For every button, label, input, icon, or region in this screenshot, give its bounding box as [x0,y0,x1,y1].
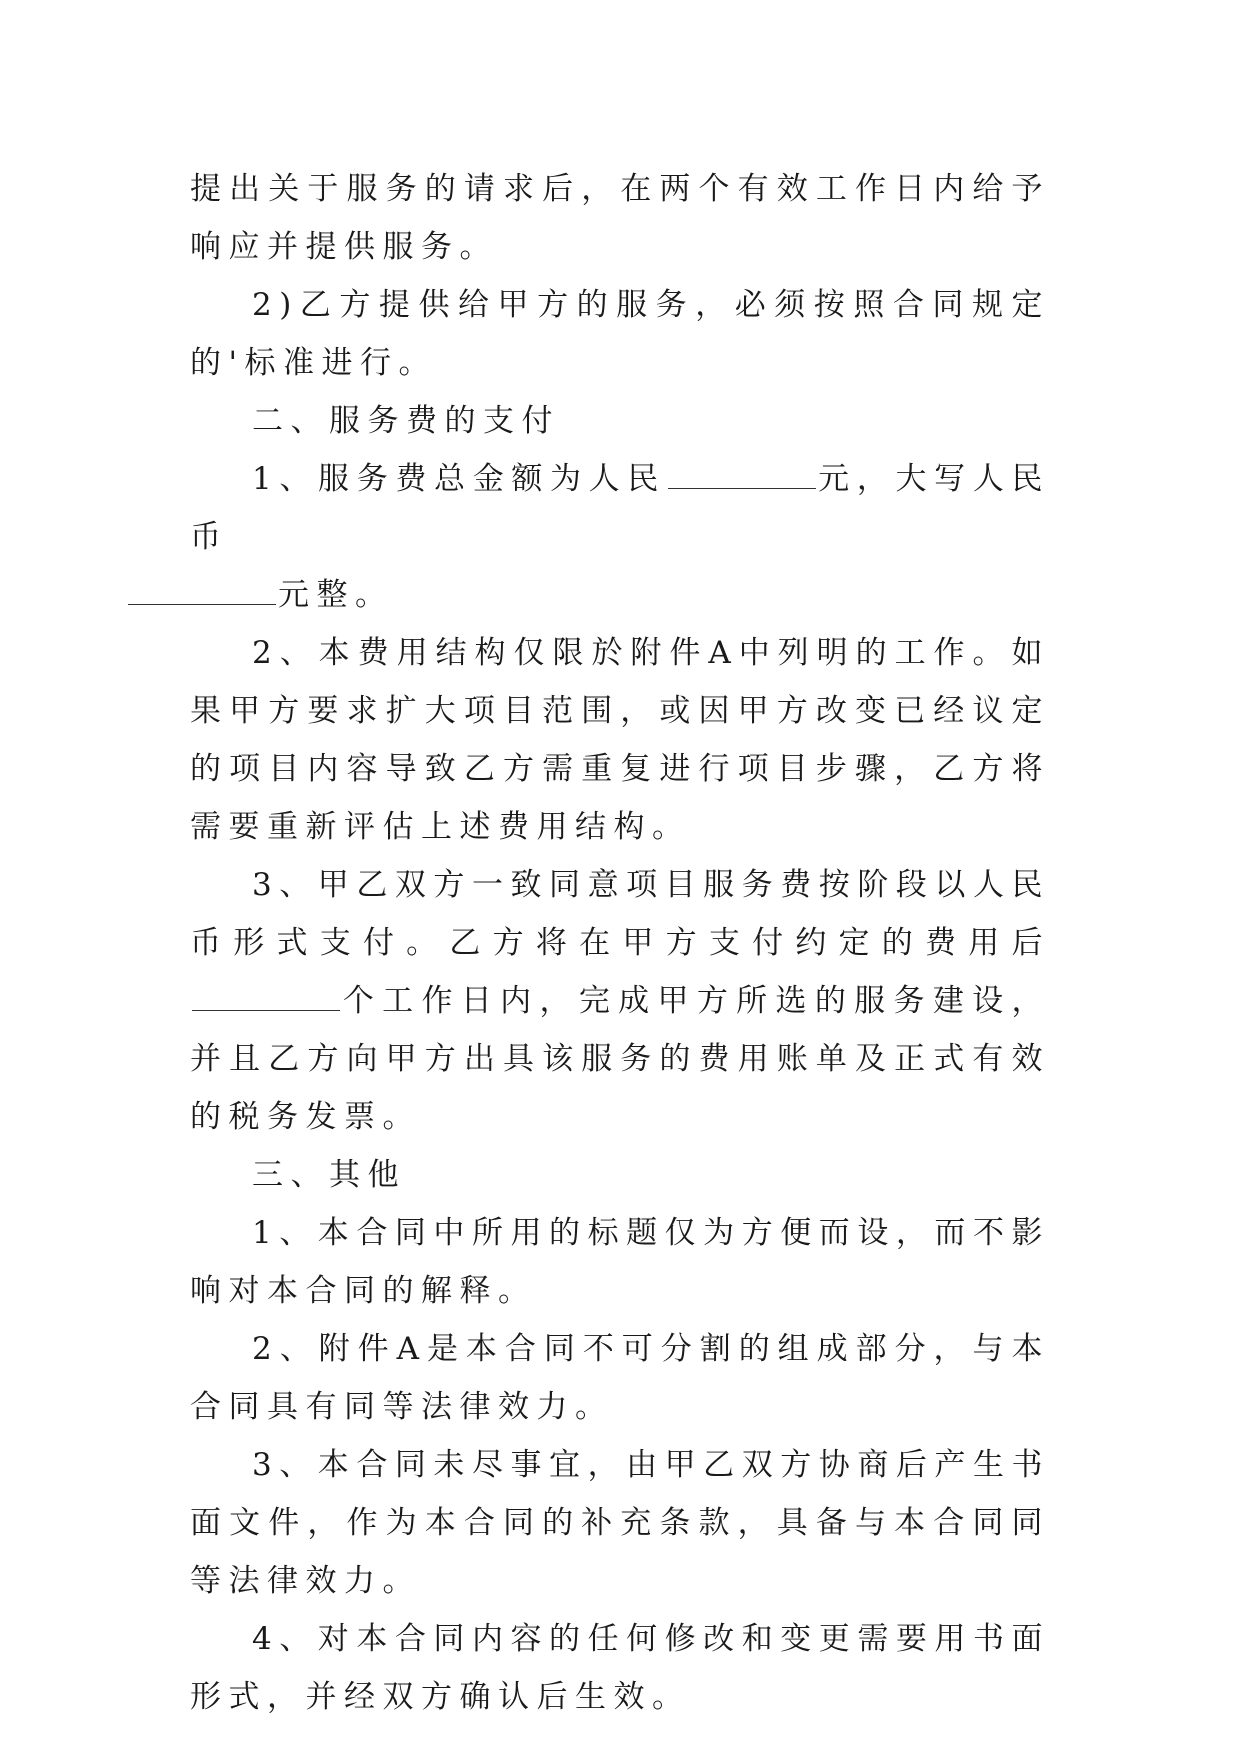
paragraph-fee-structure: 2、本费用结构仅限於附件A中列明的工作。如果甲方要求扩大项目范围，或因甲方改变已经议定的项目内容导致乙方需重复进行项目步骤，乙方将需要重新评估上述费用结构。 [190,635,1050,845]
paragraph-payment-terms [190,856,1050,1146]
fee-amount-blank [668,458,816,489]
payment-terms-part1: 3、甲乙双方一致同意项目服务费按阶段以人民币形式支付。乙方将在甲方支付约定的费用后 [190,867,1050,961]
paragraph-service-standard: 2)乙方提供给甲方的服务，必须按照合同规定的'标准进行。 [190,287,1050,381]
paragraph-titles-clause: 1、本合同中所用的标题仅为方便而设，而不影响对本合同的解释。 [190,1215,1050,1309]
paragraph-supplement-clause: 3、本合同未尽事宜，由甲乙双方协商后产生书面文件，作为本合同的补充条款，具备与本合同同等法律效力。 [190,1447,1050,1599]
section-heading-other: 三、其他 [252,1157,406,1193]
fee-total-suffix: 元整。 [278,577,394,613]
workdays-blank [192,980,340,1011]
fee-capital-blank [128,574,276,605]
section-heading-fee-payment: 二、服务费的支付 [252,403,560,439]
paragraph-annex-clause: 2、附件A是本合同不可分割的组成部分，与本合同具有同等法律效力。 [190,1331,1050,1425]
fee-total-label: 1、服务费总金额为人民 [252,461,667,497]
paragraph-amendment-clause: 4、对本合同内容的任何修改和变更需要用书面形式，并经双方确认后生效。 [190,1621,1050,1715]
paragraph-fee-total [190,450,1050,624]
fee-total-capital-label: 元，大写人民币 [190,461,1050,555]
payment-terms-part2: 个工作日内，完成甲方所选的服务建设，并且乙方向甲方出具该服务的费用账单及正式有效的税务发票。 [190,983,1050,1135]
document-body [190,160,1050,1726]
paragraph-service-response: 提出关于服务的请求后，在两个有效工作日内给予响应并提供服务。 [190,171,1050,265]
